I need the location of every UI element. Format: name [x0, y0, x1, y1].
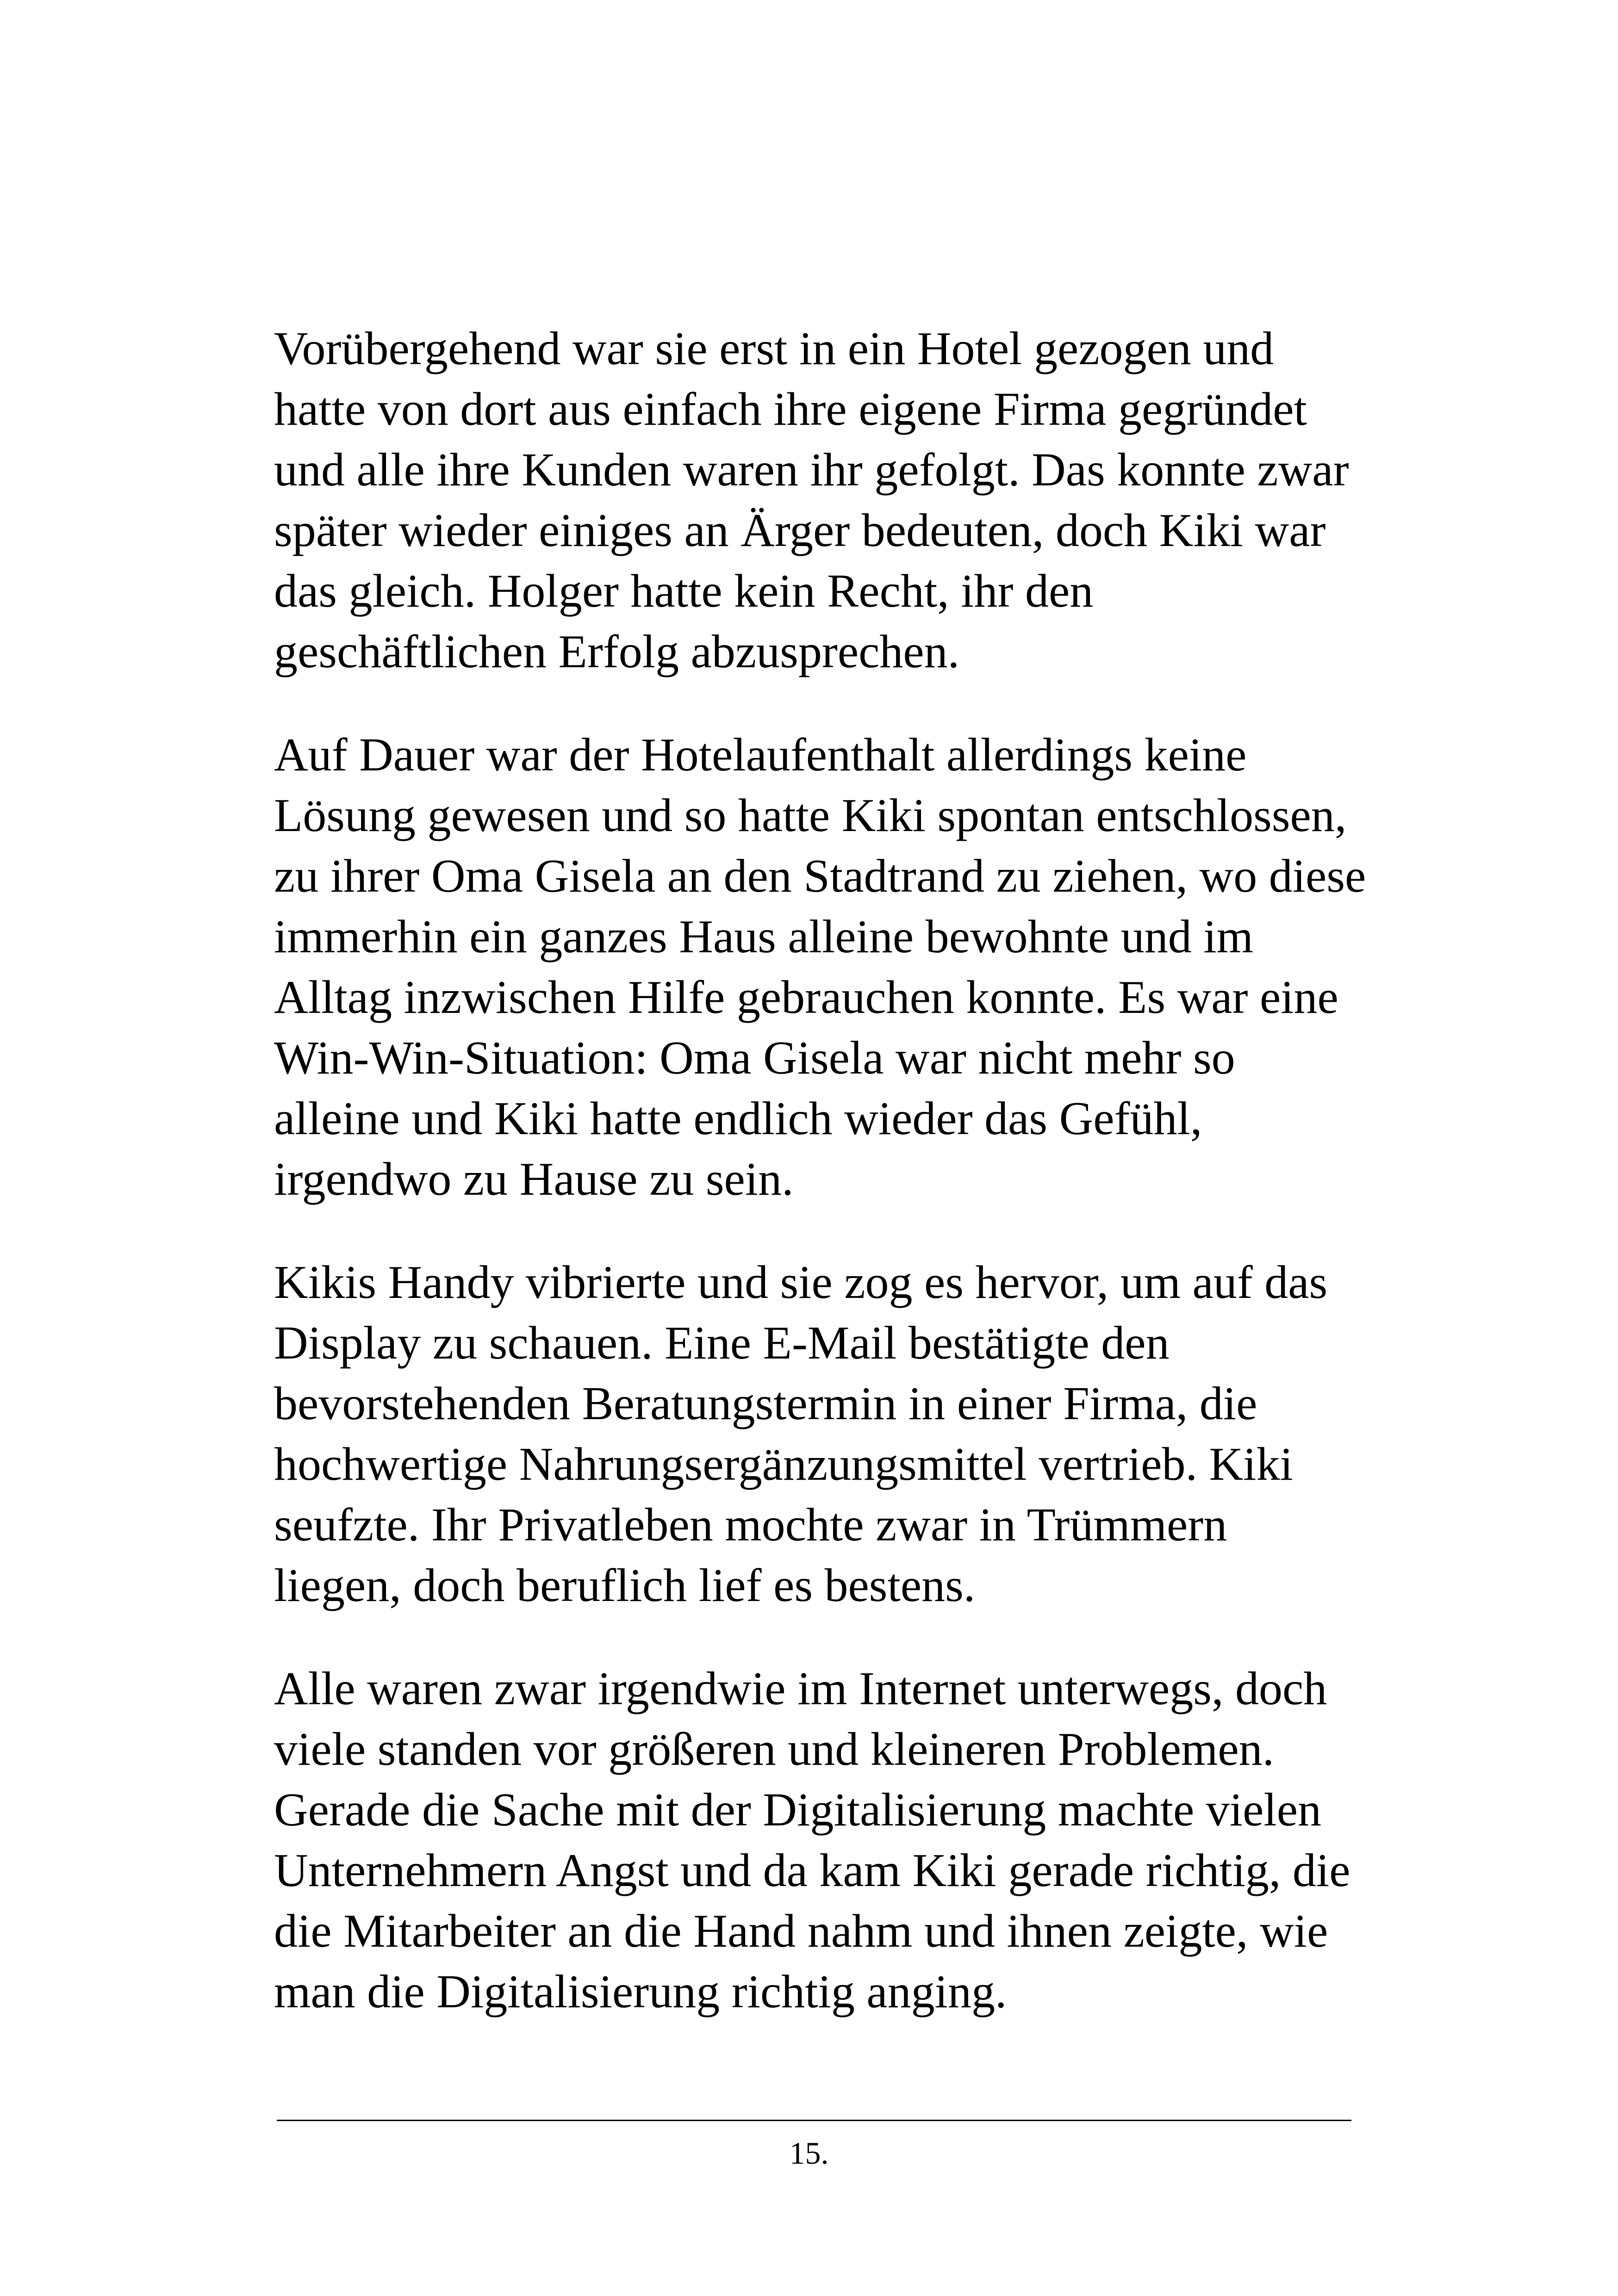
- text-line: Kikis Handy vibrierte und sie zog es hervor, um auf das: [274, 1256, 1328, 1309]
- text-line: Lösung gewesen und so hatte Kiki spontan entschlossen,: [274, 789, 1347, 842]
- text-line: geschäftlichen Erfolg abzusprechen.: [274, 626, 960, 678]
- text-line: Auf Dauer war der Hotelaufenthalt allerdings keine: [274, 729, 1247, 781]
- text-line: später wieder einiges an Ärger bedeuten, doch Kiki war: [274, 504, 1326, 557]
- text-line: liegen, doch beruflich lief es bestens.: [274, 1559, 976, 1612]
- text-line: bevorstehenden Beratungstermin in einer Firma, die: [274, 1378, 1257, 1430]
- paragraph-4: [274, 1658, 1348, 2022]
- text-line: alleine und Kiki hatte endlich wieder das Gefühl,: [274, 1092, 1202, 1145]
- text-line: viele standen vor größeren und kleineren Problemen.: [274, 1723, 1275, 1775]
- text-line: und alle ihre Kunden waren ihr gefolgt. Das konnte zwar: [274, 444, 1349, 496]
- paragraph-3: [274, 1252, 1348, 1616]
- text-line: Unternehmern Angst und da kam Kiki gerade richtig, die: [274, 1844, 1350, 1897]
- text-line: die Mitarbeiter an die Hand nahm und ihnen zeigte, wie: [274, 1905, 1328, 1957]
- text-line: Display zu schauen. Eine E-Mail bestätigte den: [274, 1317, 1170, 1369]
- text-line: Alle waren zwar irgendwie im Internet unterwegs, doch: [274, 1663, 1327, 1715]
- paragraph-1: [274, 318, 1348, 682]
- text-line: Win-Win-Situation: Oma Gisela war nicht mehr so: [274, 1032, 1235, 1084]
- text-line: zu ihrer Oma Gisela an den Stadtrand zu ziehen, wo diese: [274, 850, 1366, 902]
- text-line: Alltag inzwischen Hilfe gebrauchen konnte. Es war eine: [274, 971, 1338, 1024]
- text-line: hochwertige Nahrungsergänzungsmittel vertrieb. Kiki: [274, 1438, 1293, 1490]
- text-line: seufzte. Ihr Privatleben mochte zwar in Trümmern: [274, 1499, 1227, 1551]
- page-number: 15.: [789, 2135, 829, 2171]
- text-line: immerhin ein ganzes Haus alleine bewohnte und im: [274, 911, 1253, 963]
- text-line: Vorübergehend war sie erst in ein Hotel gezogen und: [274, 323, 1274, 375]
- footer-divider: [277, 2120, 1351, 2121]
- text-line: man die Digitalisierung richtig anging.: [274, 1966, 1007, 2018]
- text-line: irgendwo zu Hause zu sein.: [274, 1153, 794, 1205]
- text-line: hatte von dort aus einfach ihre eigene Firma gegründet: [274, 383, 1307, 435]
- text-line: das gleich. Holger hatte kein Recht, ihr den: [274, 565, 1094, 617]
- paragraph-2: [274, 725, 1366, 1210]
- text-line: Gerade die Sache mit der Digitalisierung machte vielen: [274, 1784, 1321, 1836]
- body-text: [274, 318, 1366, 2065]
